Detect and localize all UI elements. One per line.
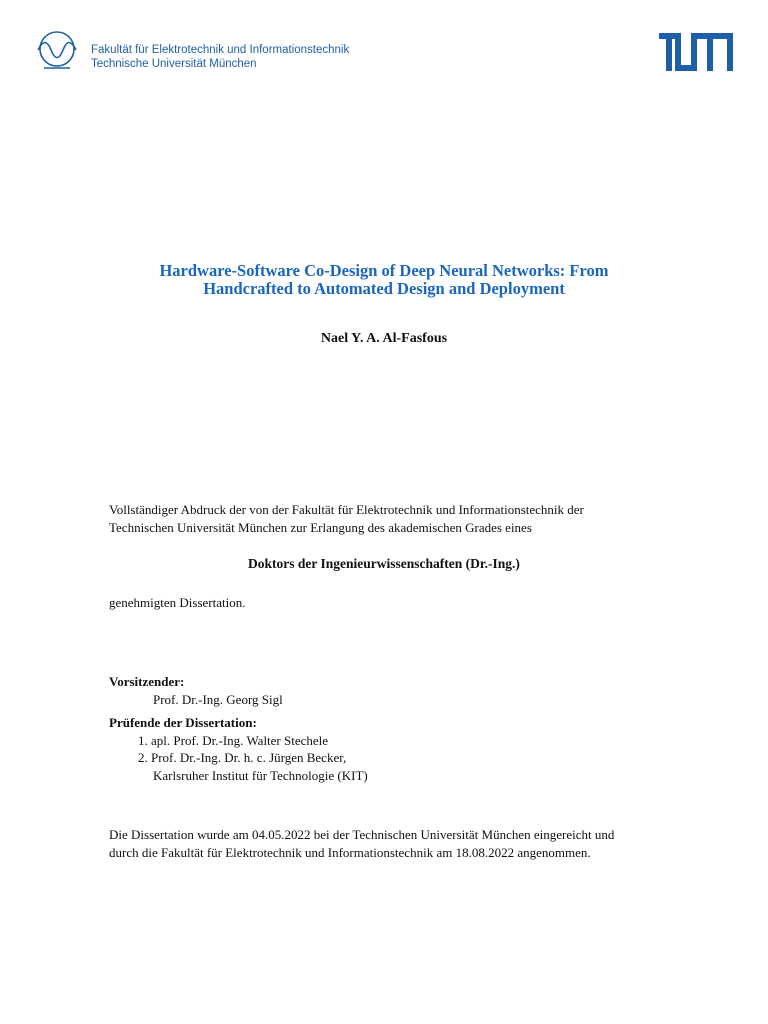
dissertation-title [60,262,708,298]
intro-line-2: Technischen Universität München zur Erlangung des akademischen Grades eines [109,519,532,535]
approved-text: genehmigten Dissertation. [109,595,246,610]
submission-paragraph [109,826,669,861]
committee-block [109,673,669,784]
chair-name: Prof. Dr.-Ing. Georg Sigl [153,691,283,707]
examiners-label: Prüfende der Dissertation: [109,715,257,730]
faculty-name [91,43,349,71]
submission-line-2: durch die Fakultät für Elektrotechnik und Informationstechnik am 18.08.2022 angenommen. [109,844,591,860]
degree-title: Doktors der Ingenieurwissenschaften (Dr.-Ing.) [248,556,520,571]
chair-label: Vorsitzender: [109,674,185,689]
examiner-2-affiliation: Karlsruher Institut für Technologie (KIT) [153,767,368,783]
intro-paragraph [109,501,669,536]
examiner-1: 1. apl. Prof. Dr.-Ing. Walter Stechele [138,732,329,748]
examiner-2: 2. Prof. Dr.-Ing. Dr. h. c. Jürgen Becker, [138,750,347,765]
tum-logo-icon [659,33,733,71]
title-line-2: Handcrafted to Automated Design and Deployment [203,279,565,298]
author-name: Nael Y. A. Al-Fasfous [320,331,448,346]
intro-line-1: Vollständiger Abdruck der von der Fakultät für Elektrotechnik und Informationstechnik der [109,502,584,517]
submission-line-1: Die Dissertation wurde am 04.05.2022 bei der Technischen Universität München eingereicht und [109,827,615,842]
faculty-line-2: Technische Universität München [91,58,257,70]
title-line-1: Hardware-Software Co-Design of Deep Neural Networks: From [159,261,609,280]
faculty-line-1: Fakultät für Elektrotechnik und Informationstechnik [91,44,350,56]
omega-wave-logo-icon [34,30,80,72]
